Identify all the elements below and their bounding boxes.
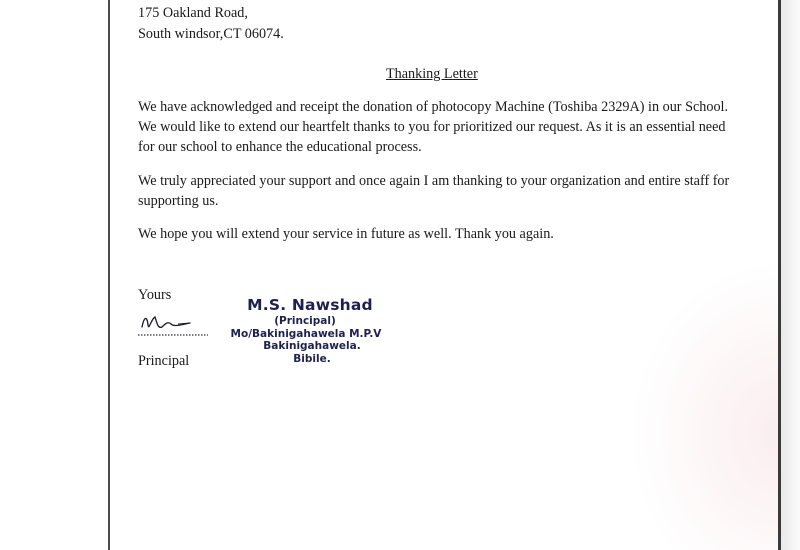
stamp-line-town: Bibile.	[293, 352, 331, 365]
body-paragraph-3: We hope you will extend your service in future as well. Thank you again.	[138, 226, 554, 242]
signatory-title: Principal	[138, 353, 190, 369]
stamp-line-title: (Principal)	[274, 315, 336, 327]
letter-title: Thanking Letter	[386, 66, 478, 82]
handwritten-signature	[138, 309, 210, 339]
body-paragraph-1: We have acknowledged and receipt the donation of photocopy Machine (Toshiba 2329A) in our School. We would like to extend our heartfelt thanks to you for prioritized our request. As it is an essential need for our school to enhance the educational process.	[138, 99, 729, 155]
stamp-line-village: Bakinigahawela.	[263, 340, 361, 352]
stamp-name: M.S. Nawshad	[247, 296, 373, 314]
scan-shadow	[781, 0, 800, 550]
closing-yours: Yours	[138, 287, 172, 303]
address-line-2: South windsor,CT 06074.	[138, 26, 284, 42]
paper-smudge	[630, 260, 800, 550]
principal-stamp	[215, 295, 405, 365]
body-paragraph-2: We truly appreciated your support and once again I am thanking to your organization and entire staff for supporting us.	[138, 173, 730, 209]
stamp-line-school: Mo/Bakinigahawela M.P.V	[230, 327, 382, 340]
address-line-1: 175 Oakland Road,	[138, 5, 248, 21]
